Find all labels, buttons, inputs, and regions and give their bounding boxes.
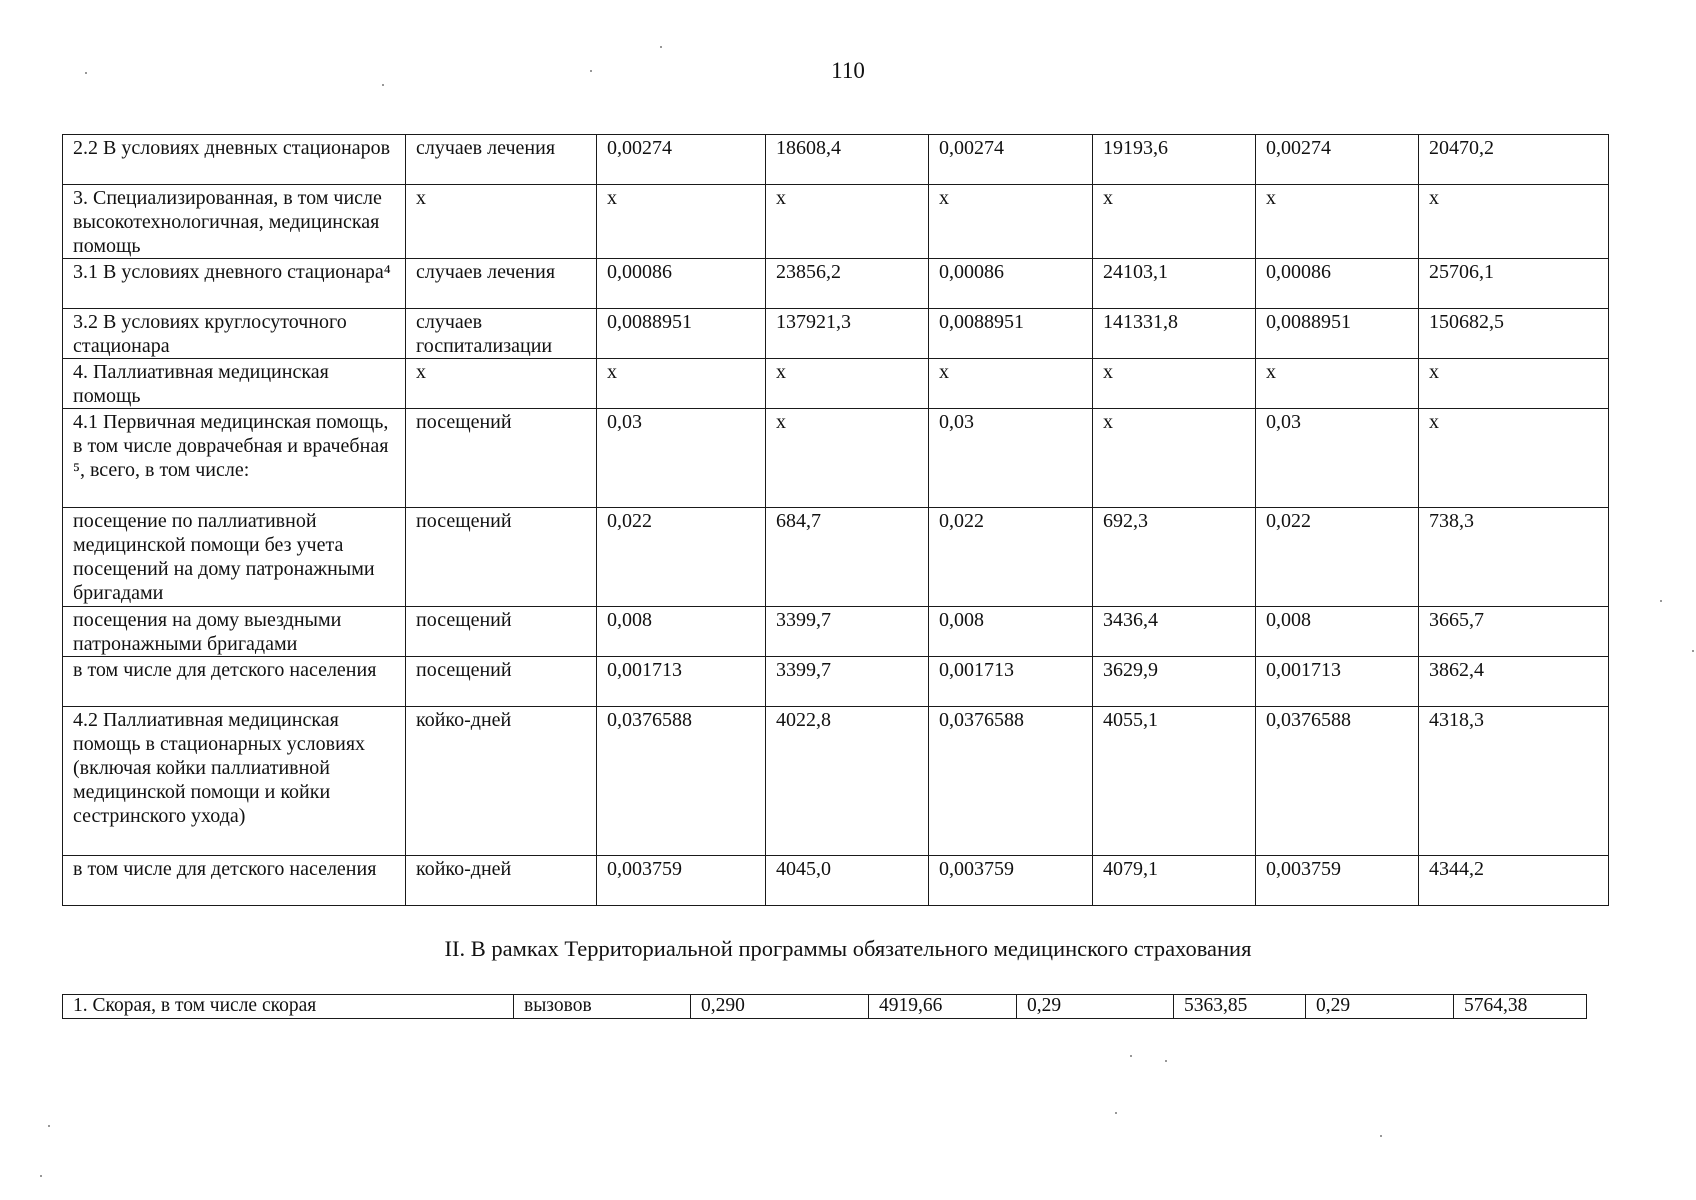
scan-speck (1115, 1112, 1117, 1114)
value-cell: 0,0376588 (929, 707, 1093, 856)
scan-speck (590, 70, 592, 72)
value-cell: 5764,38 (1454, 995, 1587, 1019)
value-cell: 0,00086 (597, 259, 766, 309)
value-cell: х (1093, 409, 1256, 508)
value-cell: 0,022 (1256, 508, 1419, 607)
value-cell: 0,001713 (929, 657, 1093, 707)
value-cell: 150682,5 (1419, 309, 1609, 359)
scan-speck (382, 84, 384, 86)
table-row (63, 657, 1609, 707)
value-cell: 19193,6 (1093, 135, 1256, 185)
table-row (63, 135, 1609, 185)
table-row (63, 707, 1609, 856)
value-cell: 25706,1 (1419, 259, 1609, 309)
value-cell: 0,00086 (929, 259, 1093, 309)
unit-cell: посещений (406, 409, 597, 508)
value-cell: х (766, 359, 929, 409)
row-label-cell: 2.2 В условиях дневных стационаров (63, 135, 406, 185)
value-cell: х (766, 185, 929, 259)
value-cell: 3399,7 (766, 607, 929, 657)
value-cell: 0,00274 (597, 135, 766, 185)
value-cell: 0,003759 (1256, 856, 1419, 906)
unit-cell: случаев госпитализации (406, 309, 597, 359)
value-cell: 0,0088951 (1256, 309, 1419, 359)
table-row (63, 409, 1609, 508)
value-cell: 0,00086 (1256, 259, 1419, 309)
table-row (63, 259, 1609, 309)
table-row (63, 856, 1609, 906)
value-cell: 0,003759 (929, 856, 1093, 906)
value-cell: 0,022 (597, 508, 766, 607)
value-cell: 3436,4 (1093, 607, 1256, 657)
value-cell: 0,001713 (1256, 657, 1419, 707)
table-row (63, 309, 1609, 359)
value-cell: 23856,2 (766, 259, 929, 309)
value-cell: х (1093, 185, 1256, 259)
value-cell: 4022,8 (766, 707, 929, 856)
row-label-cell: 4.2 Паллиативная медицинская помощь в стационарных условиях (включая койки паллиативной медицинской помощи и койки сестринского ухода) (63, 707, 406, 856)
value-cell: х (1419, 185, 1609, 259)
unit-cell: случаев лечения (406, 259, 597, 309)
unit-cell: койко-дней (406, 856, 597, 906)
unit-cell: койко-дней (406, 707, 597, 856)
unit-cell: х (406, 185, 597, 259)
value-cell: 0,00274 (929, 135, 1093, 185)
value-cell: 20470,2 (1419, 135, 1609, 185)
value-cell: 0,022 (929, 508, 1093, 607)
row-label-cell: 4.1 Первичная медицинская помощь, в том числе доврачебная и врачебная ⁵, всего, в том числе: (63, 409, 406, 508)
value-cell: 4344,2 (1419, 856, 1609, 906)
scan-speck (48, 1125, 50, 1127)
scan-speck (1692, 650, 1694, 652)
value-cell: 3665,7 (1419, 607, 1609, 657)
unit-cell: случаев лечения (406, 135, 597, 185)
row-label-cell: 3. Специализированная, в том числе высокотехнологичная, медицинская помощь (63, 185, 406, 259)
scan-speck (1165, 1060, 1167, 1062)
value-cell: 0,0088951 (597, 309, 766, 359)
row-label-cell: 1. Скорая, в том числе скорая (63, 995, 514, 1019)
value-cell: 3399,7 (766, 657, 929, 707)
row-label-cell: в том числе для детского населения (63, 856, 406, 906)
value-cell: 0,29 (1017, 995, 1174, 1019)
value-cell: 692,3 (1093, 508, 1256, 607)
scan-speck (1380, 1135, 1382, 1137)
value-cell: 3862,4 (1419, 657, 1609, 707)
unit-cell: вызовов (514, 995, 691, 1019)
value-cell: 0,03 (597, 409, 766, 508)
value-cell: 684,7 (766, 508, 929, 607)
value-cell: 4919,66 (869, 995, 1017, 1019)
value-cell: 24103,1 (1093, 259, 1256, 309)
value-cell: 0,29 (1306, 995, 1454, 1019)
value-cell: х (1419, 359, 1609, 409)
table-row (63, 508, 1609, 607)
value-cell: 0,008 (929, 607, 1093, 657)
value-cell: 18608,4 (766, 135, 929, 185)
scan-speck (85, 72, 87, 74)
value-cell: 137921,3 (766, 309, 929, 359)
scan-speck (1660, 600, 1662, 602)
section-title: II. В рамках Территориальной программы обязательного медицинского страхования (444, 936, 1252, 961)
row-label-cell: в том числе для детского населения (63, 657, 406, 707)
value-cell: х (929, 359, 1093, 409)
table-row (63, 607, 1609, 657)
value-cell: 0,0376588 (1256, 707, 1419, 856)
value-cell: х (1093, 359, 1256, 409)
value-cell: х (929, 185, 1093, 259)
value-cell: 738,3 (1419, 508, 1609, 607)
value-cell: 0,008 (1256, 607, 1419, 657)
value-cell: х (1256, 359, 1419, 409)
row-label-cell: 3.1 В условиях дневного стационара⁴ (63, 259, 406, 309)
value-cell: х (1256, 185, 1419, 259)
value-cell: 0,001713 (597, 657, 766, 707)
row-label-cell: посещение по паллиативной медицинской помощи без учета посещений на дому патронажными бригадами (63, 508, 406, 607)
value-cell: 0,03 (1256, 409, 1419, 508)
scan-speck (660, 46, 662, 48)
value-cell: х (597, 185, 766, 259)
scan-speck (40, 1175, 42, 1177)
value-cell: 0,0088951 (929, 309, 1093, 359)
scan-speck (1130, 1055, 1132, 1057)
value-cell: 4318,3 (1419, 707, 1609, 856)
table-row (63, 995, 1587, 1019)
value-cell: 4055,1 (1093, 707, 1256, 856)
value-cell: х (597, 359, 766, 409)
table-row (63, 185, 1609, 259)
value-cell: 0,003759 (597, 856, 766, 906)
value-cell: 0,00274 (1256, 135, 1419, 185)
value-cell: 0,008 (597, 607, 766, 657)
value-cell: 4079,1 (1093, 856, 1256, 906)
unit-cell: посещений (406, 607, 597, 657)
section2-table (62, 994, 1587, 1019)
unit-cell: посещений (406, 508, 597, 607)
value-cell: 4045,0 (766, 856, 929, 906)
value-cell: 5363,85 (1174, 995, 1306, 1019)
unit-cell: х (406, 359, 597, 409)
value-cell: 0,290 (691, 995, 869, 1019)
unit-cell: посещений (406, 657, 597, 707)
row-label-cell: 4. Паллиативная медицинская помощь (63, 359, 406, 409)
row-label-cell: посещения на дому выездными патронажными бригадами (63, 607, 406, 657)
value-cell: х (1419, 409, 1609, 508)
value-cell: 3629,9 (1093, 657, 1256, 707)
value-cell: 0,0376588 (597, 707, 766, 856)
page-number: 110 (831, 58, 865, 83)
main-table (62, 134, 1609, 906)
value-cell: 0,03 (929, 409, 1093, 508)
table-row (63, 359, 1609, 409)
row-label-cell: 3.2 В условиях круглосуточного стационара (63, 309, 406, 359)
value-cell: 141331,8 (1093, 309, 1256, 359)
value-cell: х (766, 409, 929, 508)
